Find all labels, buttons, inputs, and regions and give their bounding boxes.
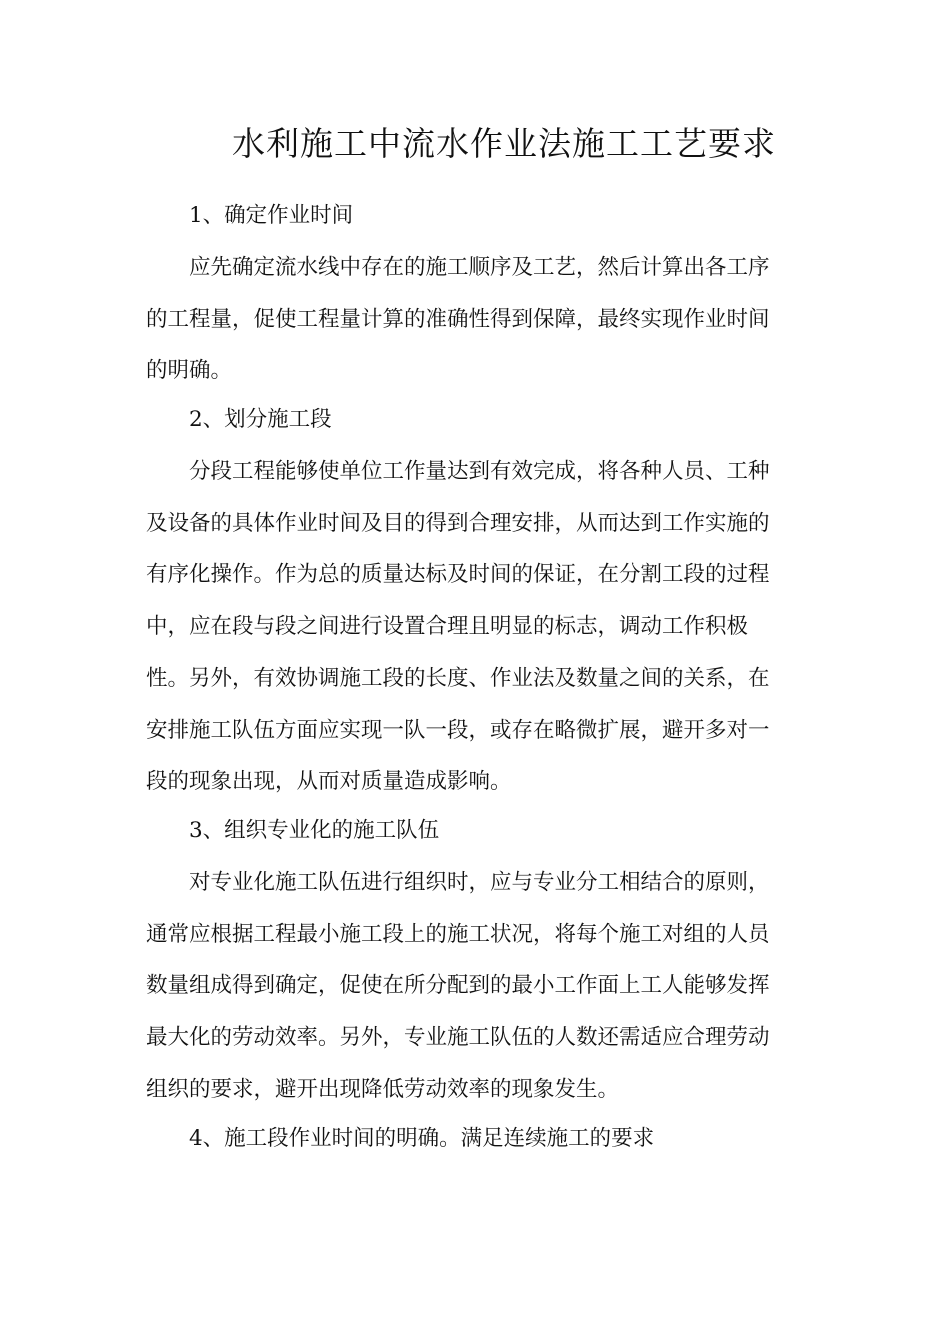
paragraph-line: 的明确。 (146, 358, 233, 384)
section-heading-1: 1、确定作业时间 (189, 203, 354, 228)
paragraph-line: 有序化操作。作为总的质量达标及时间的保证，在分割工段的过程 (146, 562, 770, 588)
paragraph-line: 通常应根据工程最小施工段上的施工状况，将每个施工对组的人员 (146, 921, 770, 947)
paragraph-line: 段的现象出现，从而对质量造成影响。 (146, 769, 512, 795)
section-heading-4: 4、施工段作业时间的明确。满足连续施工的要求 (189, 1126, 655, 1151)
paragraph-2 (146, 446, 796, 808)
paragraph-1 (146, 242, 796, 397)
paragraph-line: 组织的要求，避开出现降低劳动效率的现象发生。 (146, 1076, 620, 1102)
section-heading-2: 2、划分施工段 (189, 407, 332, 432)
paragraph-line: 性。另外，有效协调施工段的长度、作业法及数量之间的关系，在 (146, 665, 770, 691)
paragraph-line: 数量组成得到确定，促使在所分配到的最小工作面上工人能够发挥 (146, 973, 770, 999)
paragraph-line: 的工程量，促使工程量计算的准确性得到保障，最终实现作业时间 (146, 306, 770, 332)
paragraph-line: 中，应在段与段之间进行设置合理且明显的标志，调动工作积极 (146, 614, 749, 640)
document-title: 水利施工中流水作业法施工工艺要求 (232, 124, 776, 163)
paragraph-line: 最大化的劳动效率。另外，专业施工队伍的人数还需适应合理劳动 (146, 1025, 770, 1051)
paragraph-line: 及设备的具体作业时间及目的得到合理安排，从而达到工作实施的 (146, 510, 770, 536)
paragraph-3 (146, 857, 796, 1116)
paragraph-line: 对专业化施工队伍进行组织时，应与专业分工相结合的原则， (189, 870, 770, 895)
section-heading-3: 3、组织专业化的施工队伍 (189, 818, 440, 843)
paragraph-line: 安排施工队伍方面应实现一队一段，或存在略微扩展，避开多对一 (146, 717, 770, 743)
paragraph-line: 应先确定流水线中存在的施工顺序及工艺，然后计算出各工序 (189, 255, 770, 280)
paragraph-line: 分段工程能够使单位工作量达到有效完成，将各种人员、工种 (189, 459, 770, 484)
